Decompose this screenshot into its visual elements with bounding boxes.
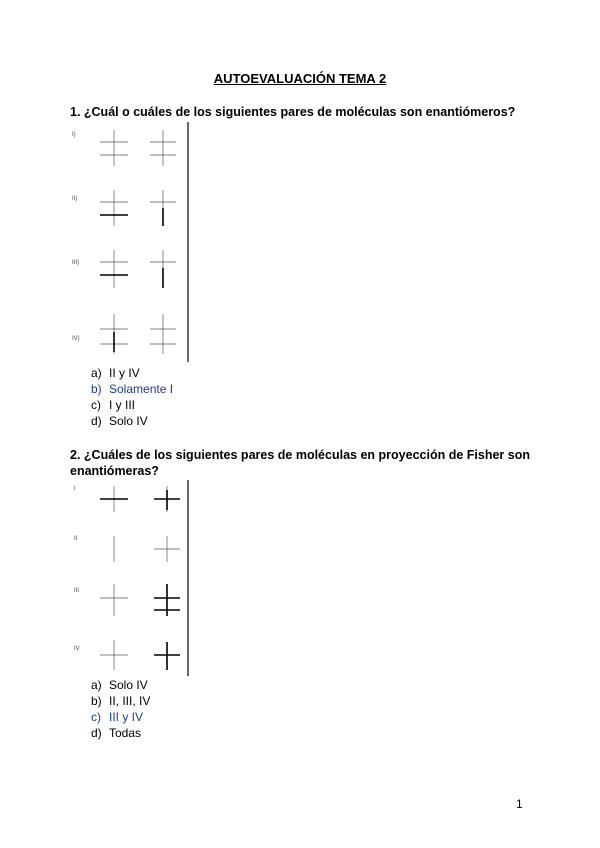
question-2-options bbox=[91, 677, 150, 741]
question-2-option-b[interactable]: b) II, III, IV bbox=[91, 694, 151, 708]
pair-label: III bbox=[74, 588, 80, 594]
question-2-option-d[interactable]: d) Todas bbox=[91, 726, 142, 740]
question-1-text: 1. ¿Cuál o cuáles de los siguientes pares de moléculas son enantiómeros? bbox=[70, 105, 516, 119]
pair-label: IV bbox=[74, 646, 80, 652]
question-2-option-a[interactable]: a) Solo IV bbox=[91, 678, 148, 692]
page-number: 1 bbox=[516, 797, 523, 811]
question-1-option-a[interactable]: a) II y IV bbox=[91, 366, 140, 380]
pair-label: I bbox=[74, 486, 76, 492]
question-2-option-c[interactable]: c) III y IV bbox=[91, 710, 144, 724]
question-1-options bbox=[91, 365, 173, 429]
pair-label: II bbox=[74, 536, 78, 542]
pair-label: IV) bbox=[72, 336, 80, 342]
question-2-figure bbox=[70, 480, 195, 676]
page-title: AUTOEVALUACIÓN TEMA 2 bbox=[213, 71, 387, 86]
question-2-text: 2. ¿Cuáles de los siguientes pares de moléculas en proyección de Fisher son enantiómeras? bbox=[70, 448, 530, 478]
pair-label: III) bbox=[72, 260, 79, 266]
question-1-figure bbox=[70, 122, 195, 362]
question-1-option-c[interactable]: c) I y III bbox=[91, 398, 136, 412]
question-1-option-d[interactable]: d) Solo IV bbox=[91, 414, 148, 428]
question-1-option-b[interactable]: b) Solamente I bbox=[91, 382, 174, 396]
pair-label: II) bbox=[72, 196, 78, 202]
pair-label: I) bbox=[72, 132, 76, 138]
